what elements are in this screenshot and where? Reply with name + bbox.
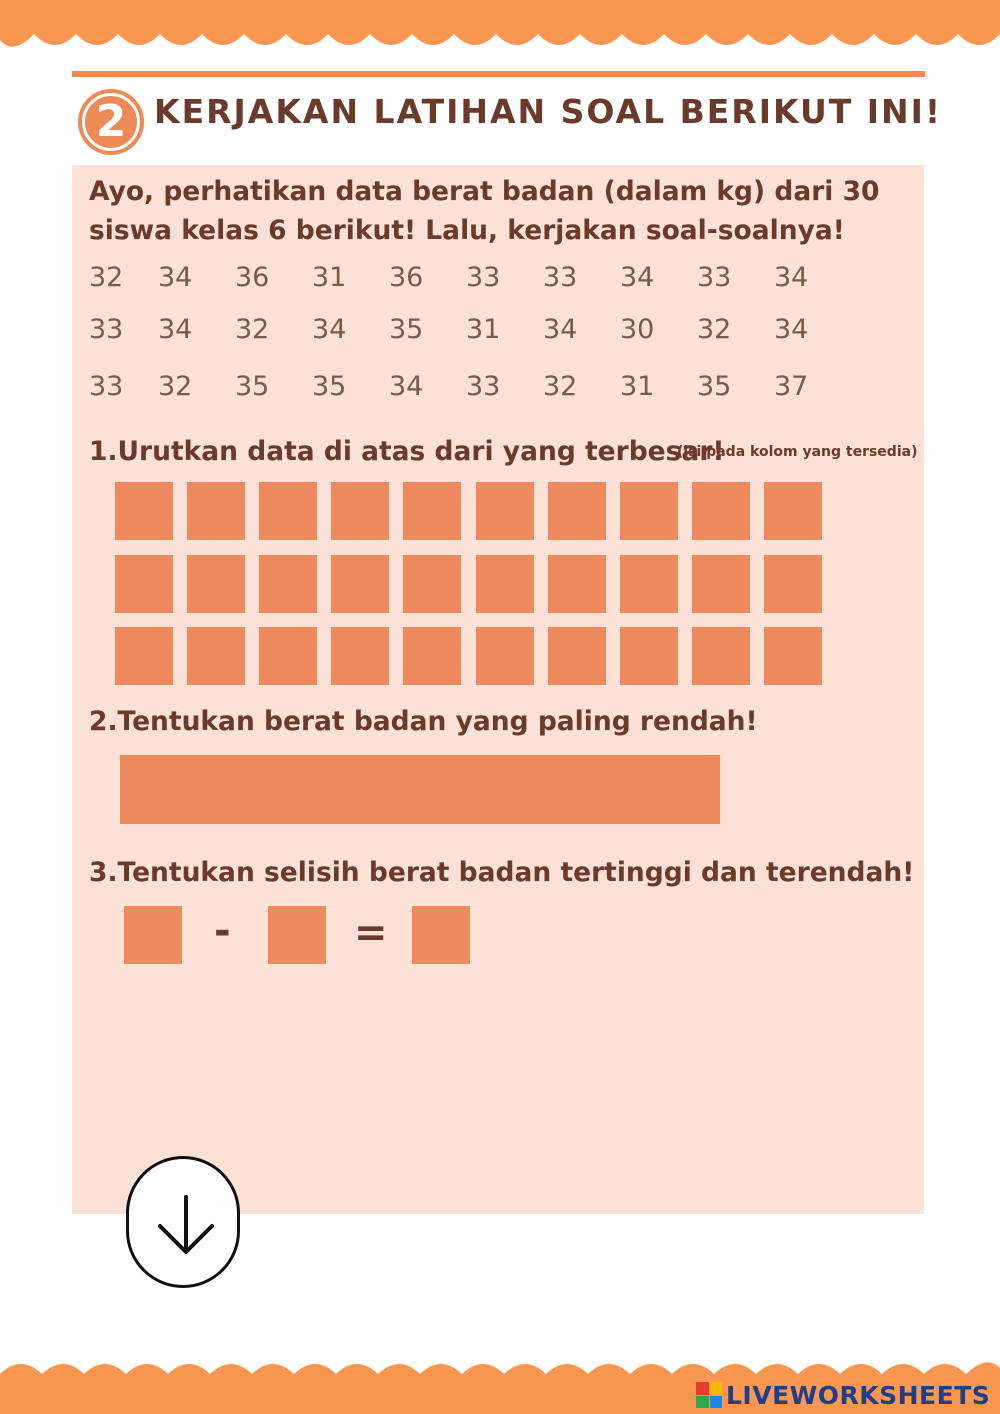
- intro-line-2: siswa kelas 6 berikut! Lalu, kerjakan soal-soalnya!: [89, 215, 845, 246]
- sort-answer-input[interactable]: [259, 627, 317, 685]
- sort-answer-input[interactable]: [187, 627, 245, 685]
- data-value: 34: [158, 314, 193, 345]
- liveworksheets-logo-icon: [696, 1382, 722, 1408]
- page-title: KERJAKAN LATIHAN SOAL BERIKUT INI!: [154, 92, 943, 131]
- data-value: 34: [620, 262, 655, 293]
- data-value: 31: [620, 371, 655, 402]
- data-value: 30: [620, 314, 655, 345]
- step-number-badge: [78, 89, 144, 155]
- data-value: 32: [89, 262, 124, 293]
- question-1-note: (isi pada kolom yang tersedia): [677, 444, 918, 460]
- sort-answer-input[interactable]: [403, 555, 461, 613]
- equals-sign: =: [354, 910, 388, 956]
- data-value: 31: [466, 314, 501, 345]
- question-3-result-input[interactable]: [412, 906, 470, 964]
- data-row-3: [89, 371, 869, 407]
- top-scallop-border: [0, 0, 1000, 56]
- question-3-lowest-input[interactable]: [268, 906, 326, 964]
- intro-line-1: Ayo, perhatikan data berat badan (dalam kg) dari 30: [89, 176, 880, 207]
- data-value: 35: [312, 371, 347, 402]
- sort-answer-input[interactable]: [403, 482, 461, 540]
- sort-answer-input[interactable]: [764, 555, 822, 613]
- sort-answer-input[interactable]: [403, 627, 461, 685]
- sort-answer-input[interactable]: [115, 555, 173, 613]
- data-value: 33: [89, 371, 124, 402]
- data-value: 33: [466, 262, 501, 293]
- sort-answer-input[interactable]: [331, 482, 389, 540]
- sort-answer-input[interactable]: [692, 482, 750, 540]
- data-row-2: [89, 314, 869, 350]
- data-value: 32: [543, 371, 578, 402]
- sort-answer-input[interactable]: [620, 482, 678, 540]
- data-value: 34: [389, 371, 424, 402]
- question-1-label: 1.Urutkan data di atas dari yang terbesar!: [89, 436, 725, 467]
- sort-answer-input[interactable]: [548, 627, 606, 685]
- data-value: 34: [774, 314, 809, 345]
- sort-answer-input[interactable]: [692, 627, 750, 685]
- sort-answer-input[interactable]: [548, 482, 606, 540]
- data-value: 35: [235, 371, 270, 402]
- minus-sign: -: [214, 908, 231, 954]
- question-3-label: 3.Tentukan selisih berat badan tertinggi dan terendah!: [89, 857, 915, 888]
- sort-answer-input[interactable]: [764, 627, 822, 685]
- data-value: 31: [312, 262, 347, 293]
- sort-answer-input[interactable]: [331, 555, 389, 613]
- data-value: 34: [774, 262, 809, 293]
- sort-answer-input[interactable]: [476, 482, 534, 540]
- data-value: 35: [697, 371, 732, 402]
- step-number: 2: [82, 93, 140, 151]
- sort-answer-input[interactable]: [331, 627, 389, 685]
- data-value: 33: [543, 262, 578, 293]
- data-value: 33: [89, 314, 124, 345]
- watermark-text: LIVEWORKSHEETS: [726, 1380, 991, 1410]
- sort-answer-input[interactable]: [259, 555, 317, 613]
- sort-answer-input[interactable]: [259, 482, 317, 540]
- data-value: 33: [697, 262, 732, 293]
- question-2-label: 2.Tentukan berat badan yang paling rendah!: [89, 706, 758, 737]
- data-value: 32: [697, 314, 732, 345]
- question-3-highest-input[interactable]: [124, 906, 182, 964]
- sort-answer-input[interactable]: [187, 482, 245, 540]
- liveworksheets-watermark: [696, 1378, 996, 1412]
- sort-answer-input[interactable]: [692, 555, 750, 613]
- sort-answer-input[interactable]: [476, 555, 534, 613]
- question-2-answer-input[interactable]: [120, 755, 720, 824]
- sort-answer-input[interactable]: [187, 555, 245, 613]
- sort-answer-input[interactable]: [620, 555, 678, 613]
- data-value: 36: [389, 262, 424, 293]
- data-row-1: [89, 262, 869, 298]
- sort-answer-input[interactable]: [620, 627, 678, 685]
- sort-answer-input[interactable]: [476, 627, 534, 685]
- next-page-button[interactable]: [126, 1156, 240, 1288]
- sort-answer-input[interactable]: [548, 555, 606, 613]
- data-value: 34: [312, 314, 347, 345]
- data-value: 36: [235, 262, 270, 293]
- sort-answer-input[interactable]: [115, 627, 173, 685]
- arrow-down-icon: [154, 1193, 218, 1257]
- data-value: 34: [158, 262, 193, 293]
- data-value: 33: [466, 371, 501, 402]
- header-divider: [72, 71, 925, 77]
- intro-text: [89, 172, 889, 250]
- data-value: 34: [543, 314, 578, 345]
- data-value: 32: [158, 371, 193, 402]
- data-value: 37: [774, 371, 809, 402]
- sort-answer-input[interactable]: [764, 482, 822, 540]
- data-value: 35: [389, 314, 424, 345]
- data-value: 32: [235, 314, 270, 345]
- sort-answer-input[interactable]: [115, 482, 173, 540]
